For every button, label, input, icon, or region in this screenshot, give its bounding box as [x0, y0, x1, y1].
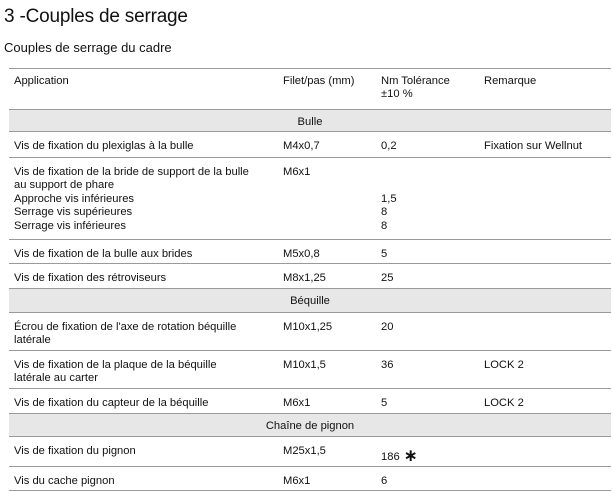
cell-application: Vis de fixation de la bulle aux brides — [14, 248, 193, 260]
table-row — [9, 240, 611, 264]
table-row — [9, 351, 611, 389]
cell-application: Vis de fixation du plexiglas à la bulle — [14, 140, 194, 152]
asterisk-icon: ∗ — [403, 446, 418, 465]
cell-application: Écrou de fixation de l'axe de rotation béquille latérale — [14, 321, 237, 347]
cell-thread: M5x0,8 — [283, 248, 320, 260]
cell-torque: 36 — [381, 359, 394, 371]
torque-table — [9, 68, 611, 491]
page-title: 3 -Couples de serrage — [4, 6, 188, 27]
section-header: Bulle — [9, 110, 611, 132]
table-row — [9, 158, 611, 240]
cell-application: Vis de fixation de la plaque de la béquille latérale au carter — [14, 359, 217, 385]
section-header: Béquille — [9, 289, 611, 313]
col-header-thread: Filet/pas (mm) — [283, 75, 355, 87]
cell-application: Vis de fixation du capteur de la béquille — [14, 397, 209, 409]
cell-torque: 5 — [381, 248, 388, 260]
cell-thread: M6x1 — [283, 475, 311, 487]
section-header: Chaîne de pignon — [9, 414, 611, 437]
col-header-remark: Remarque — [484, 75, 537, 87]
section-subtitle: Couples de serrage du cadre — [4, 40, 172, 55]
table-row — [9, 264, 611, 289]
cell-application: Vis de fixation des rétroviseurs — [14, 272, 167, 284]
cell-remark: LOCK 2 — [484, 397, 524, 409]
cell-application: Vis de fixation de la bride de support de la bulle au support de phare Approche vis inférieures Serrage vis supérieures Serrage vis inférieures — [14, 166, 249, 232]
cell-thread: M6x1 — [283, 166, 311, 178]
table-row — [9, 437, 611, 467]
col-header-application: Application — [14, 75, 69, 87]
cell-torque: 25 — [381, 272, 394, 284]
cell-thread: M8x1,25 — [283, 272, 326, 284]
cell-thread: M4x0,7 — [283, 140, 320, 152]
cell-application: Vis du cache pignon — [14, 475, 115, 487]
cell-remark: LOCK 2 — [484, 359, 524, 371]
cell-application: Vis de fixation du pignon — [14, 445, 136, 457]
table-row — [9, 467, 611, 491]
cell-remark: Fixation sur Wellnut — [484, 140, 583, 152]
table-row — [9, 132, 611, 158]
cell-thread: M10x1,25 — [283, 321, 333, 333]
cell-torque: 186 ∗ — [381, 446, 418, 465]
table-row — [9, 313, 611, 351]
cell-torque: 20 — [381, 321, 394, 333]
table-header — [9, 69, 611, 110]
table-row — [9, 389, 611, 414]
cell-torque: 0,2 — [381, 140, 397, 152]
cell-thread: M6x1 — [283, 397, 311, 409]
cell-thread: M10x1,5 — [283, 359, 326, 371]
col-header-torque: Nm Tolérance ±10 % — [381, 75, 450, 101]
cell-thread: M25x1,5 — [283, 445, 326, 457]
cell-torque: 5 — [381, 397, 388, 409]
cell-torque: 6 — [381, 475, 388, 487]
cell-torque: 1,5 8 8 — [381, 192, 397, 232]
